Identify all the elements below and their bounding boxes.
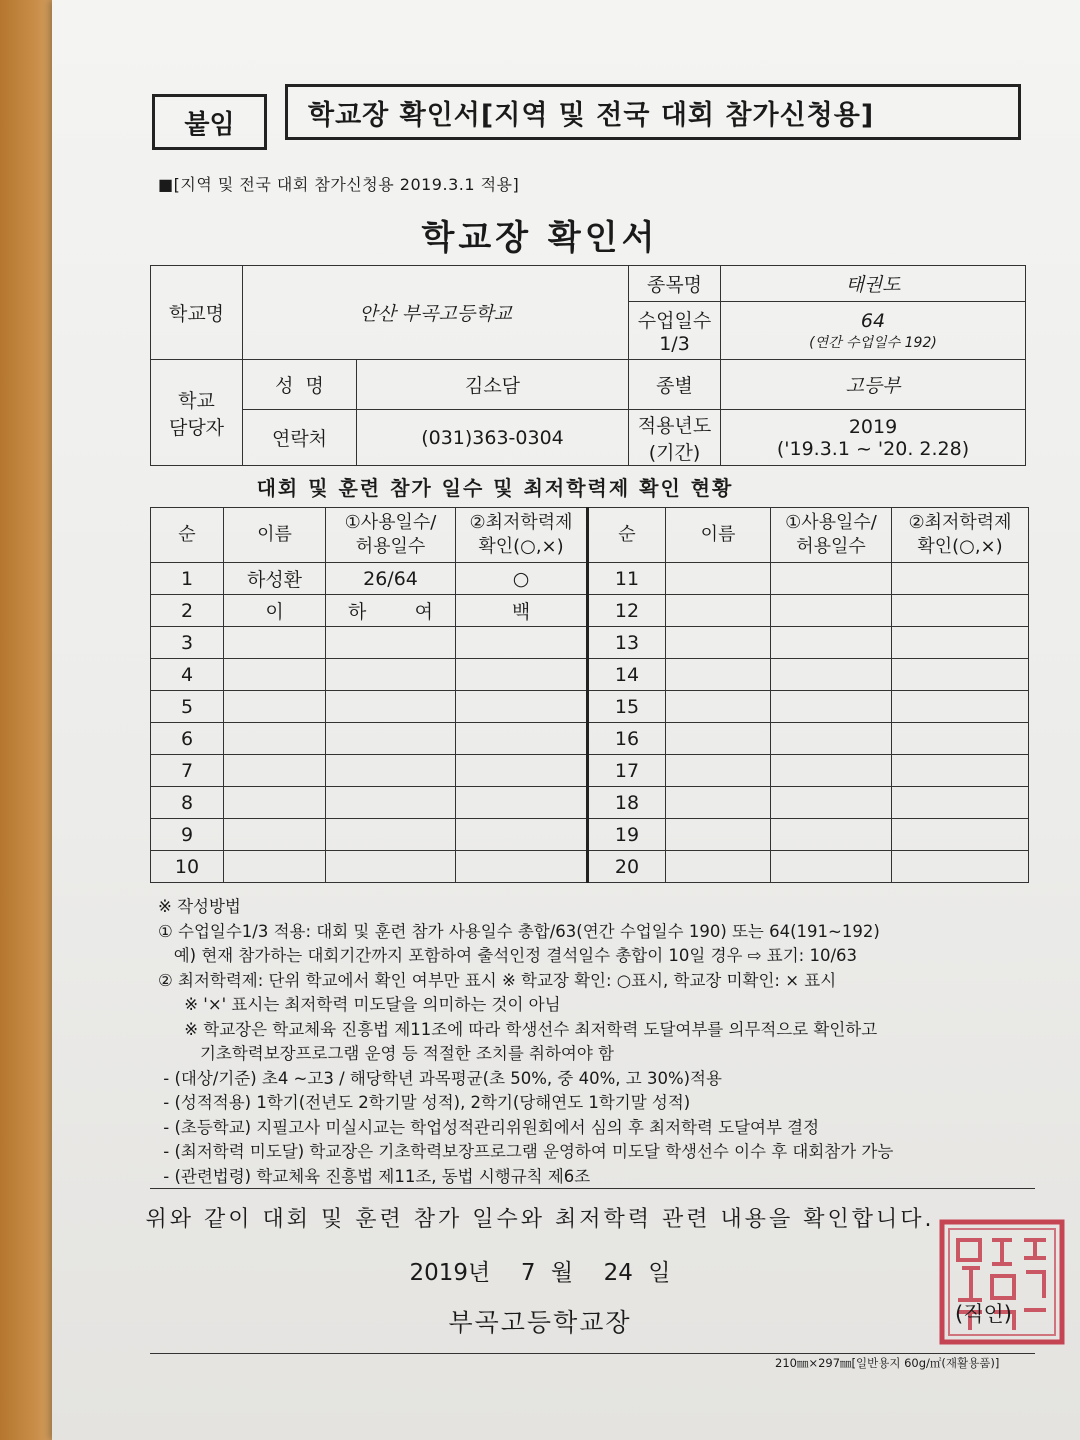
row-no-right: 19: [588, 819, 666, 851]
year-label: [629, 410, 721, 466]
year-value: 2019: [848, 415, 898, 438]
note-line: ① 수업일수1/3 적용: 대회 및 훈련 참가 사용일수 총합/63(연간 수업일수 190) 또는 64(191~192): [158, 921, 880, 941]
school-value: 안산 부곡고등학교: [243, 266, 629, 360]
manager-label: [151, 360, 243, 466]
row-no: 5: [151, 691, 224, 723]
days-cell: [721, 302, 1026, 360]
row-name-right: [666, 851, 771, 883]
subheading: ■[지역 및 전국 대회 참가신청용 2019.3.1 적용]: [158, 175, 520, 194]
row-check: 백: [456, 595, 588, 627]
row-days-right: [771, 563, 892, 595]
header-days-right: [771, 508, 892, 563]
row-name: [224, 659, 326, 691]
row-no-right: 15: [588, 691, 666, 723]
year-label-line2: (기간): [648, 441, 701, 464]
row-no: 10: [151, 851, 224, 883]
table-row: [151, 723, 1029, 755]
header-days: [326, 508, 456, 563]
row-name: [224, 787, 326, 819]
event-value: 태권도: [721, 266, 1026, 302]
table-row: [151, 851, 1029, 883]
row-check: [456, 755, 588, 787]
table-header-row: [151, 508, 1029, 563]
days-note: (연간 수업일수 192): [809, 334, 937, 351]
table-row: [151, 787, 1029, 819]
row-no-right: 14: [588, 659, 666, 691]
row-days: [326, 659, 456, 691]
days-label-line2: 1/3: [659, 333, 690, 355]
row-no: 7: [151, 755, 224, 787]
table-row: [151, 627, 1029, 659]
row-no: 9: [151, 819, 224, 851]
signing-date: 2019년 7 월 24 일: [409, 1260, 671, 1286]
row-no: 8: [151, 787, 224, 819]
days-label: [629, 302, 721, 360]
document-title: 학교장 확인서: [421, 218, 659, 258]
row-days: 26/64: [326, 563, 456, 595]
row-name-right: [666, 659, 771, 691]
row-days-right: [771, 787, 892, 819]
row-days: [326, 755, 456, 787]
paper-spec: 210㎜×297㎜[일반용지 60g/㎡(재활용품)]: [775, 1356, 1000, 1370]
name-value: 김소담: [357, 360, 629, 410]
header-days-right-line2: 허용일수: [796, 536, 866, 557]
row-days: [326, 851, 456, 883]
table-row: [151, 755, 1029, 787]
row-check-right: [892, 723, 1029, 755]
row-days-right: [771, 595, 892, 627]
row-days: [326, 787, 456, 819]
header-days-line1: ①사용일수/: [344, 512, 437, 533]
row-name: [224, 723, 326, 755]
row-days-right: [771, 723, 892, 755]
manager-label-line1: 학교: [178, 389, 215, 412]
row-days-right: [771, 659, 892, 691]
header-days-right-line1: ①사용일수/: [785, 512, 877, 533]
contact-value: (031)363-0304: [357, 410, 629, 466]
row-name-right: [666, 819, 771, 851]
header-name: 이름: [224, 508, 326, 563]
note-line: 예) 현재 참가하는 대회기간까지 포함하여 출석인정 결석일수 총합이 10일 경우 ⇨ 표기: 10/63: [158, 946, 858, 965]
division-value: 고등부: [721, 360, 1026, 410]
row-name-right: [666, 723, 771, 755]
row-name: 이: [224, 595, 326, 627]
row-name: [224, 627, 326, 659]
footer-divider: [150, 1353, 1035, 1354]
row-check-right: [892, 851, 1029, 883]
row-days-right: [771, 819, 892, 851]
row-no-right: 11: [588, 563, 666, 595]
row-check: [456, 851, 588, 883]
row-days: [326, 627, 456, 659]
row-no-right: 12: [588, 595, 666, 627]
note-line: - (최저학력 미도달) 학교장은 기초학력보장프로그램 운영하여 미도달 학생선수 이수 후 대회참가 가능: [158, 1142, 894, 1161]
row-name-right: [666, 691, 771, 723]
row-check-right: [892, 755, 1029, 787]
table-row: [151, 691, 1029, 723]
row-no-right: 13: [588, 627, 666, 659]
confirmation-text: 위와 같이 대회 및 훈련 참가 일수와 최저학력 관련 내용을 확인합니다.: [145, 1207, 935, 1232]
header-no: 순: [151, 508, 224, 563]
row-check-right: [892, 691, 1029, 723]
row-days: [326, 723, 456, 755]
row-days-right: [771, 851, 892, 883]
event-label: 종목명: [629, 266, 721, 302]
note-line: 기초학력보장프로그램 운영 등 적절한 조치를 취하여야 함: [158, 1044, 614, 1063]
row-days: 하 여: [326, 595, 456, 627]
row-no-right: 17: [588, 755, 666, 787]
header-check: [456, 508, 588, 563]
note-line: - (초등학교) 지필고사 미실시교는 학업성적관리위원회에서 심의 후 최저학력 도달여부 결정: [158, 1117, 820, 1137]
row-check-right: [892, 819, 1029, 851]
participation-table: [150, 507, 1029, 883]
writing-instructions: [158, 895, 1038, 1189]
note-line: - (성적적용) 1학기(전년도 2학기말 성적), 2학기(당해연도 1학기말 성적): [158, 1093, 691, 1112]
header-no-right: 순: [588, 508, 666, 563]
section-title: 대회 및 훈련 참가 일수 및 최저학력제 확인 현황: [256, 476, 734, 500]
table-row: [151, 659, 1029, 691]
row-name: [224, 691, 326, 723]
row-no: 3: [151, 627, 224, 659]
row-no: 2: [151, 595, 224, 627]
row-check: ○: [456, 563, 588, 595]
header-check-right: [892, 508, 1029, 563]
table-row: [151, 563, 1029, 595]
note-line: ※ 학교장은 학교체육 진흥법 제11조에 따라 학생선수 최저학력 도달여부를 의무적으로 확인하고: [158, 1019, 878, 1039]
header-name-right: 이름: [666, 508, 771, 563]
table-row: [151, 819, 1029, 851]
row-no: 4: [151, 659, 224, 691]
row-name: [224, 755, 326, 787]
days-label-line1: 수업일수: [637, 310, 712, 332]
row-check: [456, 691, 588, 723]
year-cell: [721, 410, 1026, 466]
name-label: 성 명: [243, 360, 357, 410]
row-check-right: [892, 595, 1029, 627]
row-name: [224, 819, 326, 851]
header-check-line1: ②최저학력제: [469, 512, 573, 533]
row-check-right: [892, 563, 1029, 595]
school-label: 학교명: [151, 266, 243, 360]
row-check-right: [892, 659, 1029, 691]
row-check: [456, 659, 588, 691]
row-check: [456, 627, 588, 659]
note-line: ※ '×' 표시는 최저학력 미도달을 의미하는 것이 아님: [158, 995, 561, 1014]
row-name-right: [666, 563, 771, 595]
seal-label: (직인): [955, 1302, 1012, 1326]
table-row: [151, 595, 1029, 627]
row-check-right: [892, 627, 1029, 659]
row-days-right: [771, 691, 892, 723]
row-no-right: 18: [588, 787, 666, 819]
header-check-line2: 확인(○,×): [478, 536, 564, 557]
division-label: 종별: [629, 360, 721, 410]
note-line: ② 최저학력제: 단위 학교에서 확인 여부만 표시 ※ 학교장 확인: ○표시, 학교장 미확인: × 표시: [158, 970, 837, 990]
table-body: [151, 563, 1029, 883]
row-no-right: 20: [588, 851, 666, 883]
row-days-right: [771, 627, 892, 659]
row-days: [326, 691, 456, 723]
signer-title: 부곡고등학교장: [448, 1308, 632, 1337]
header-check-right-line2: 확인(○,×): [917, 536, 1003, 557]
row-name-right: [666, 595, 771, 627]
note-line: ※ 작성방법: [158, 897, 241, 916]
row-check: [456, 723, 588, 755]
attachment-tag: 붙임: [152, 94, 267, 150]
row-no-right: 16: [588, 723, 666, 755]
header-days-line2: 허용일수: [355, 536, 426, 557]
days-value: 64: [860, 309, 886, 332]
row-check: [456, 819, 588, 851]
row-name-right: [666, 787, 771, 819]
row-name-right: [666, 755, 771, 787]
note-line: - (대상/기준) 초4 ~고3 / 해당학년 과목평균(초 50%, 중 40%, 고 30%)적용: [158, 1068, 722, 1088]
row-name: 하성환: [224, 563, 326, 595]
info-table: [150, 265, 1026, 466]
row-no: 6: [151, 723, 224, 755]
year-label-line1: 적용년도: [637, 414, 712, 437]
row-days: [326, 819, 456, 851]
row-name: [224, 851, 326, 883]
manager-label-line2: 담당자: [168, 416, 225, 439]
divider: [150, 1188, 1035, 1189]
header-check-right-line1: ②최저학력제: [908, 512, 1012, 533]
row-check: [456, 787, 588, 819]
row-days-right: [771, 755, 892, 787]
year-period: ('19.3.1 ~ '20. 2.28): [776, 437, 970, 460]
row-check-right: [892, 787, 1029, 819]
row-name-right: [666, 627, 771, 659]
row-no: 1: [151, 563, 224, 595]
header-title: 학교장 확인서[지역 및 전국 대회 참가신청용]: [285, 84, 1021, 140]
contact-label: 연락처: [243, 410, 357, 466]
note-line: - (관련법령) 학교체육 진흥법 제11조, 동법 시행규칙 제6조: [158, 1166, 591, 1186]
